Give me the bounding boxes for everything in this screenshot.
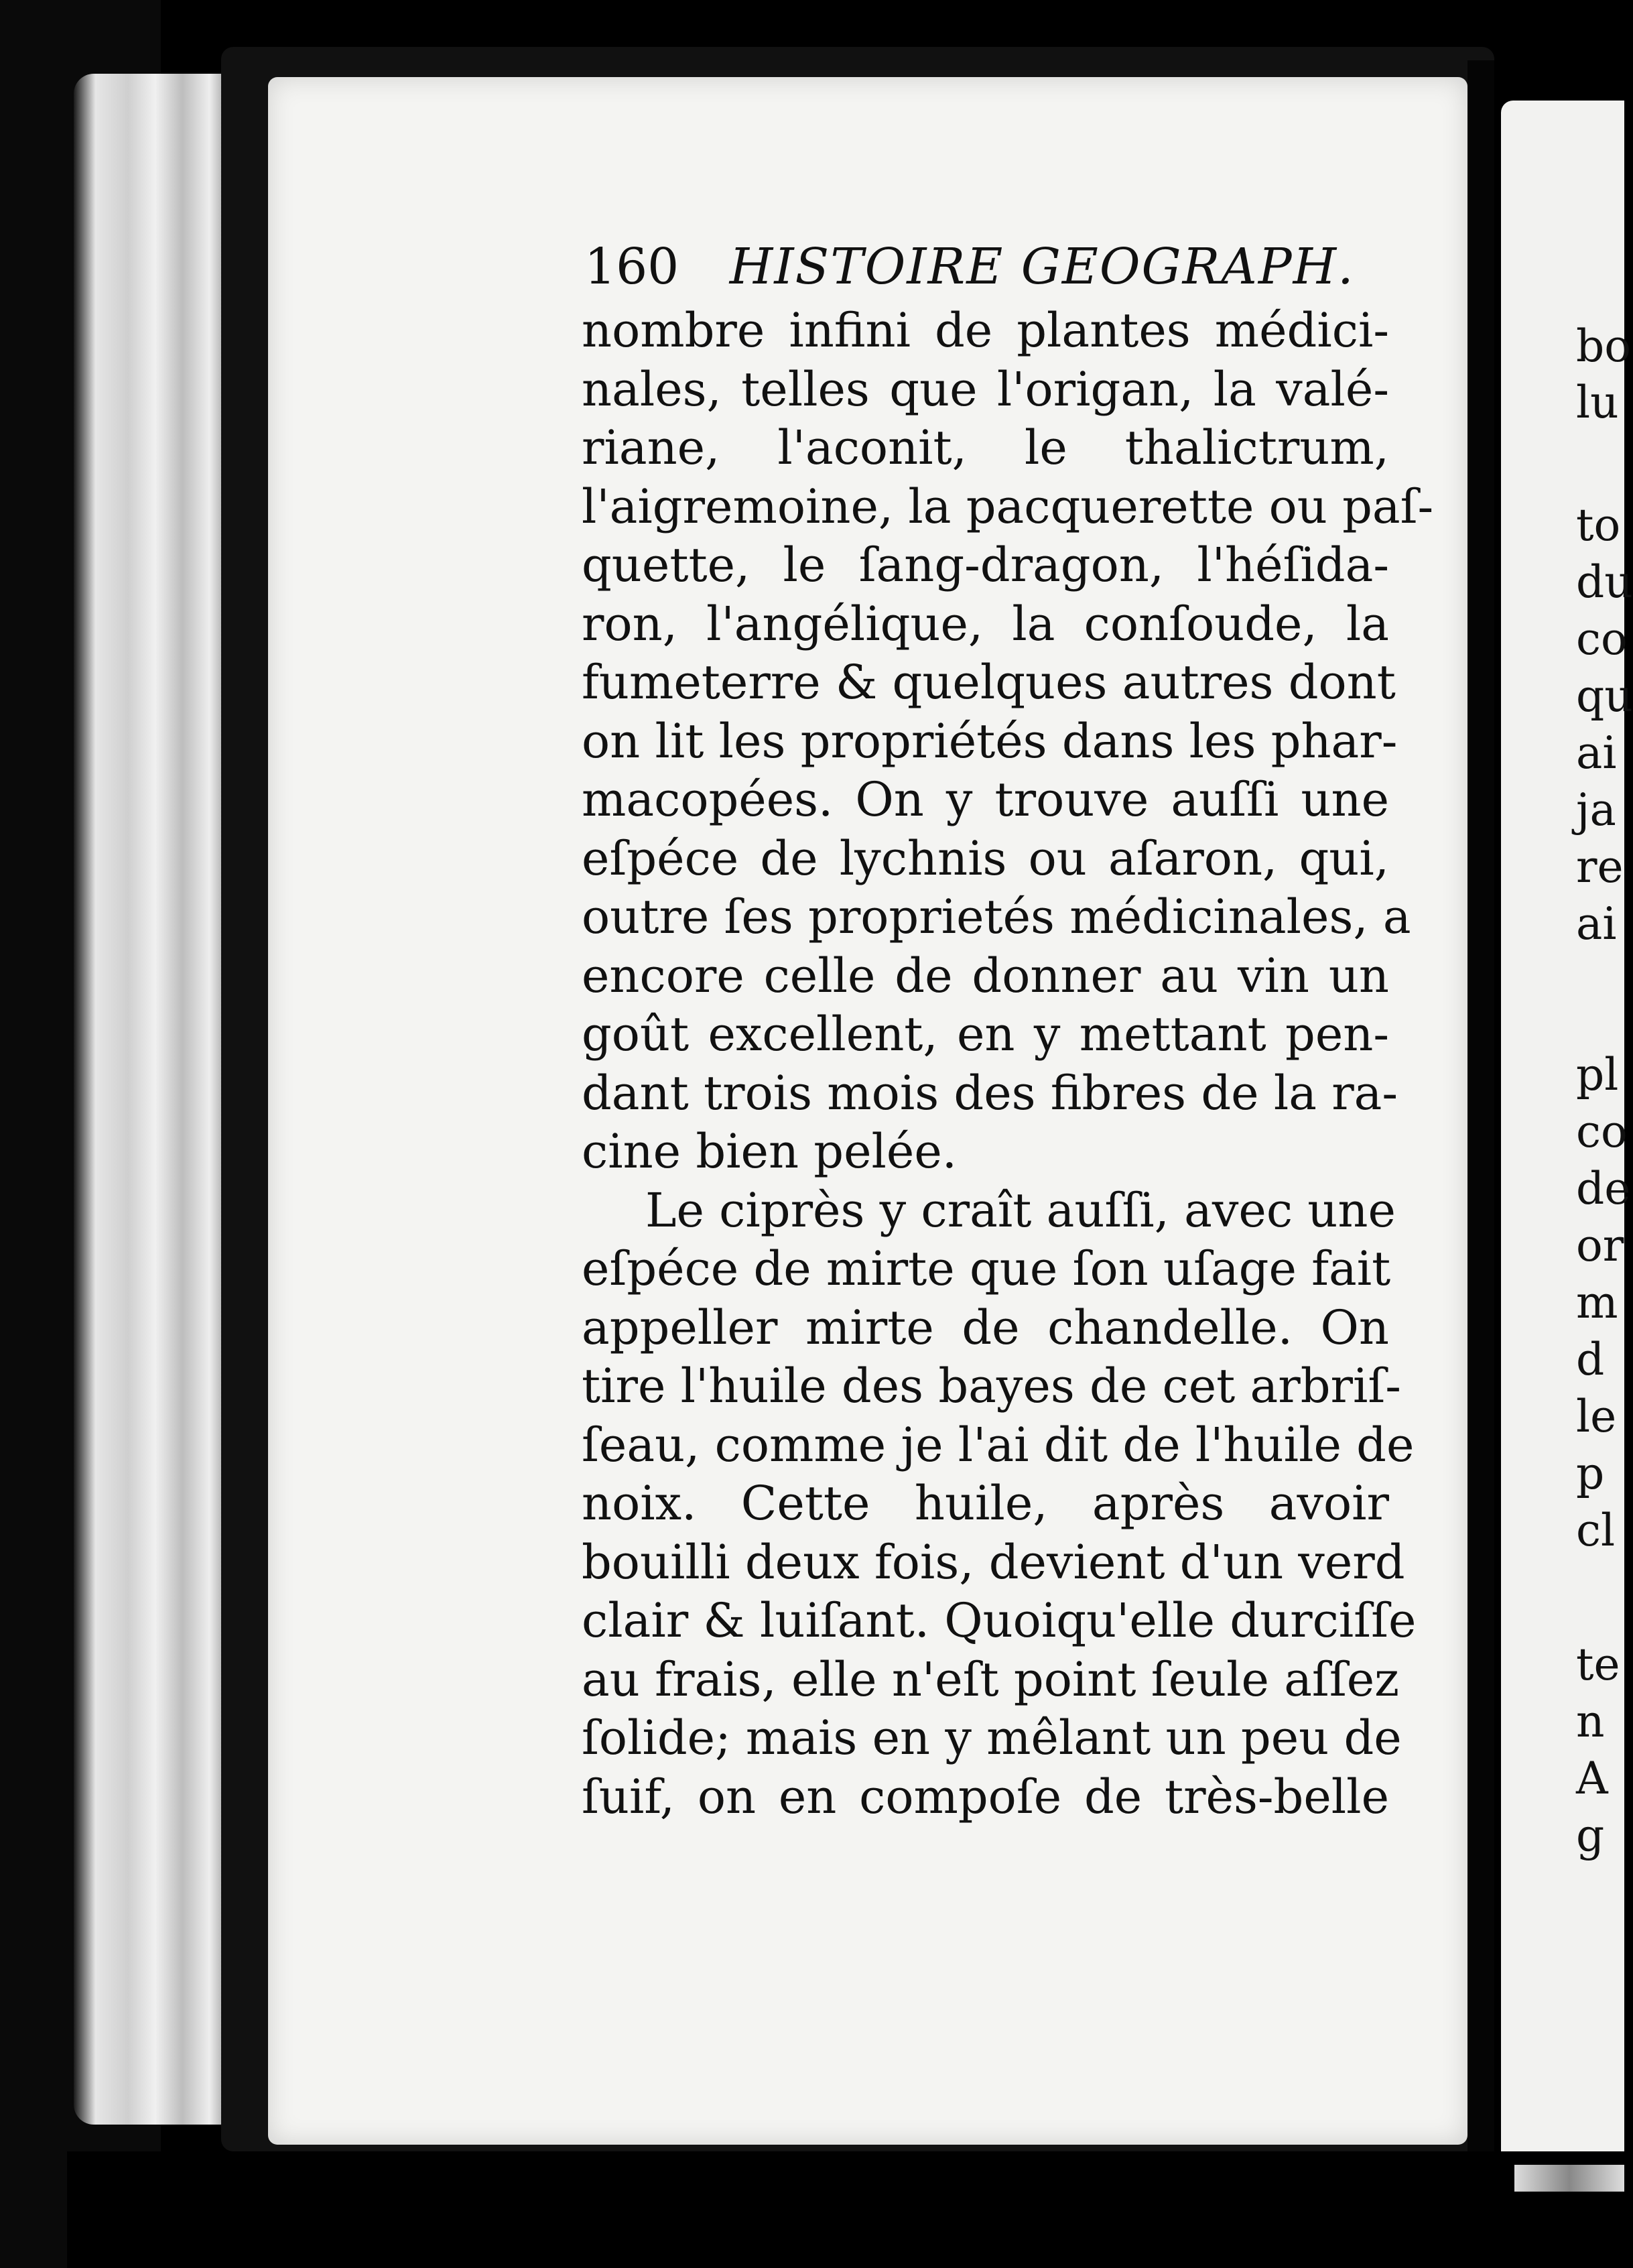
text-line: riane, l'aconit, le thalictrum, [582, 420, 1389, 475]
facing-page-fragment: de [1576, 1163, 1631, 1214]
facing-page-fragment: le [1576, 1391, 1617, 1442]
facing-page-fragment: lu [1576, 377, 1619, 428]
text-line: eſpéce de lychnis ou aſaron, qui, [582, 830, 1389, 886]
text-line: on lit les propriétés dans les phar- [582, 713, 1398, 769]
facing-page-fragment: p [1576, 1448, 1605, 1499]
facing-page-fragment: re [1576, 841, 1624, 893]
text-line: fumeterre & quelques autres dont [582, 655, 1396, 710]
text-line: ſuif, on en compoſe de très-belle [582, 1769, 1389, 1824]
facing-page-fragment: n [1576, 1696, 1605, 1747]
facing-page-fragment: du [1576, 556, 1633, 608]
facing-page-fragment: co [1576, 613, 1628, 665]
text-line: bouilli deux fois, devient d'un verd [582, 1534, 1405, 1590]
facing-page-fragment: to [1576, 499, 1621, 551]
body-text [582, 302, 1434, 1826]
facing-page-fragment: A [1576, 1753, 1608, 1804]
facing-page-fragment: m [1576, 1277, 1618, 1328]
facing-page-fragment: or [1576, 1220, 1624, 1271]
running-title: HISTOIRE GEOGRAPH. [729, 238, 1355, 296]
facing-page-fragment: co [1576, 1106, 1628, 1157]
text-line: dant trois mois des fibres de la ra- [582, 1065, 1398, 1121]
text-line: au frais, elle n'eſt point ſeule aſſez [582, 1651, 1400, 1707]
facing-page-fragment: ai [1576, 727, 1617, 779]
facing-page-fragment: cl [1576, 1505, 1616, 1556]
page-header [584, 238, 1388, 302]
text-line: noix. Cette huile, après avoir [582, 1476, 1389, 1531]
facing-page-fragment: bo [1576, 320, 1631, 372]
facing-page-fragment: ai [1576, 898, 1617, 950]
text-line: nales, telles que l'origan, la valé- [582, 361, 1389, 417]
text-line: ron, l'angélique, la conſoude, la [582, 596, 1389, 651]
text-line: encore celle de donner au vin un [582, 948, 1389, 1003]
facing-page-fragment: te [1576, 1639, 1620, 1690]
text-line: eſpéce de mirte que ſon uſage fait [582, 1241, 1391, 1296]
text-line: Le ciprès y craît auſſi, avec une [645, 1182, 1396, 1238]
text-line: clair & luiſant. Quoiqu'elle durciſſe [582, 1593, 1417, 1648]
facing-page-text [1576, 0, 1633, 2268]
text-line: outre ſes proprietés médicinales, a [582, 889, 1411, 944]
bottom-margin [67, 2151, 1624, 2268]
text-line: quette, le ſang-dragon, l'héſida- [582, 538, 1389, 592]
text-line: ſeau, comme je l'ai dit de l'huile de [582, 1417, 1415, 1472]
book-gutter [1467, 60, 1494, 2165]
facing-page-fragment: pl [1576, 1049, 1619, 1100]
page-number: 160 [584, 238, 679, 296]
text-line: goût excellent, en y mettant pen- [582, 1007, 1389, 1062]
text-line: ſolide; mais en y mêlant un peu de [582, 1710, 1402, 1765]
text-line: nombre infini de plantes médici- [582, 303, 1389, 358]
text-line: macopées. On y trouve auſſi une [582, 772, 1389, 827]
facing-page-fragment: ja [1576, 784, 1616, 836]
text-line: tire l'huile des bayes de cet arbriſ- [582, 1359, 1401, 1413]
text-line: l'aigremoine, la pacquerette ou paſ- [582, 479, 1434, 534]
text-line: cine bien pelée. [582, 1124, 958, 1179]
facing-page-fragment: d [1576, 1334, 1605, 1385]
facing-page-fragment: g [1576, 1810, 1605, 1861]
text-line: appeller mirte de chandelle. On [582, 1300, 1389, 1355]
facing-page-fragment: qu [1576, 670, 1633, 722]
